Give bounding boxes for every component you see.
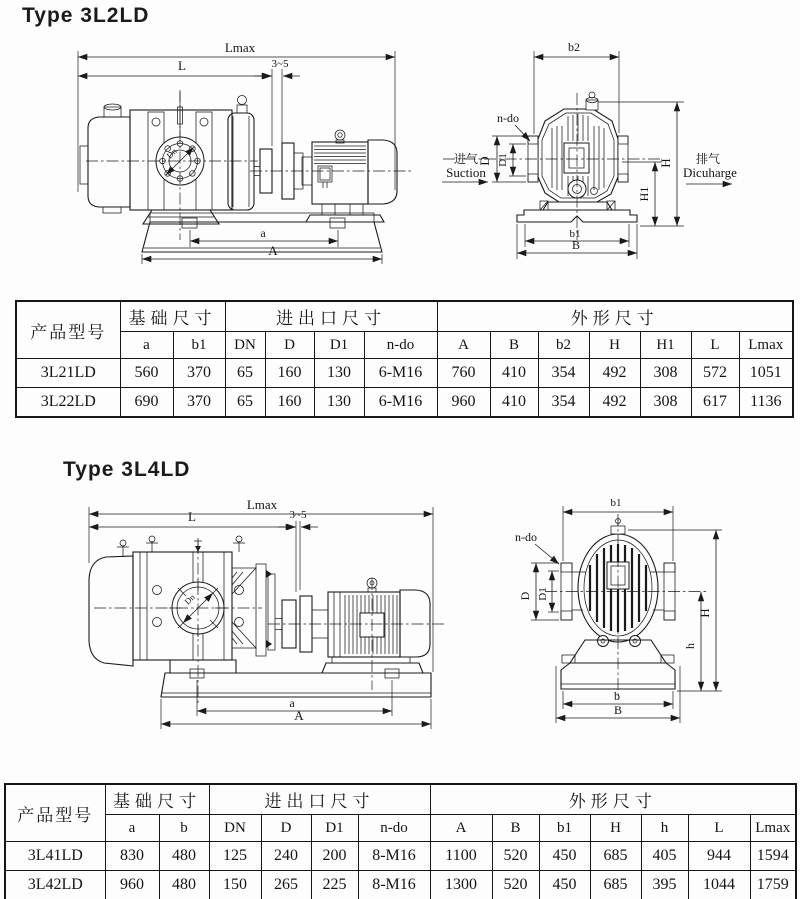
dim-label-a: a [289,696,295,710]
blower-front-view [442,40,737,259]
value-cell: 1044 [688,871,750,899]
dim-label-A: A [268,243,278,258]
value-cell: 405 [641,842,688,871]
blower-front-view [515,497,722,723]
value-cell: 8-M16 [358,842,430,871]
value-cell: 1594 [750,842,796,871]
value-cell: 308 [640,359,691,388]
value-cell: 617 [691,388,739,418]
spec-table-3l2ld [15,300,794,418]
value-cell: 1100 [430,842,492,871]
value-cell: 1759 [750,871,796,899]
subheader-cell: DN [209,815,261,842]
drawing-3l2ld [0,0,800,296]
subheader-cell: h [641,815,688,842]
section-title-3l4ld: Type 3L4LD [63,458,191,481]
blower-side-view [78,40,414,264]
subheader-cell: n-do [364,332,437,359]
gear-cover [80,104,130,213]
value-cell: 685 [590,871,641,899]
value-cell: 370 [173,359,225,388]
gear-cover [89,540,133,666]
value-cell: 6-M16 [364,388,437,418]
subheader-cell: B [492,815,539,842]
value-cell: 520 [492,842,539,871]
value-cell: 308 [640,388,691,418]
inlet-label-en: Suction [446,165,486,180]
subheader-cell: b [159,815,209,842]
dim-label-gap: 3~5 [271,58,289,70]
value-cell: 760 [437,359,490,388]
drawing-3l4ld [0,440,800,780]
subheader-cell: D1 [311,815,358,842]
header-group: 基础尺寸 [120,301,225,332]
dim-label-b1-top: b1 [610,497,622,509]
value-cell: 450 [539,871,590,899]
value-cell: 690 [120,388,173,418]
section-title-3l2ld: Type 3L2LD [22,4,150,27]
model-cell: 3L41LD [5,842,105,871]
header-group: 基础尺寸 [105,784,209,815]
value-cell: 960 [105,871,159,899]
casing [538,92,618,202]
model-cell: 3L22LD [16,388,120,418]
dim-label-D: D [477,156,492,166]
subheader-cell: b2 [538,332,589,359]
subheader-cell: D1 [314,332,364,359]
value-cell: 160 [265,388,314,418]
value-cell: 410 [490,388,538,418]
outlet-label-cn: 排气 [695,152,721,166]
value-cell: 65 [225,388,265,418]
subheader-cell: a [105,815,159,842]
dim-label-H: H [658,158,673,168]
value-cell: 354 [538,388,589,418]
value-cell: 480 [159,842,209,871]
value-cell: 480 [159,871,209,899]
dim-label-ndo: n-do [497,111,519,125]
support-bracket [232,564,275,656]
outlet-label-en: Dicuharge [683,165,737,180]
subheader-cell: H1 [640,332,691,359]
value-cell: 560 [120,359,173,388]
value-cell: 265 [261,871,311,899]
table-row [16,388,793,418]
value-cell: 1136 [739,388,793,418]
dim-label-gap: 3~5 [289,509,307,521]
subheader-cell: L [691,332,739,359]
value-cell: 150 [209,871,261,899]
table-row [16,359,793,388]
dim-label-h: h [683,643,697,649]
dim-label-l: L [188,509,196,524]
dim-label-b: b [614,689,620,703]
blower-side-view [89,497,444,729]
value-cell: 125 [209,842,261,871]
table-row [5,871,796,899]
header-product: 产品型号 [5,784,105,842]
value-cell: 130 [314,359,364,388]
value-cell: 130 [314,388,364,418]
dim-label-B: B [571,238,581,252]
dim-label-b2: b2 [568,40,580,54]
header-product: 产品型号 [16,301,120,359]
value-cell: 8-M16 [358,871,430,899]
dim-label-H: H [697,608,712,618]
table-row [5,842,796,871]
dim-label-dn: Dn [182,591,197,607]
subheader-cell: H [589,332,640,359]
value-cell: 830 [105,842,159,871]
value-cell: 410 [490,359,538,388]
dim-label-dn: Dn [164,145,179,161]
value-cell: 200 [311,842,358,871]
value-cell: 65 [225,359,265,388]
motor [322,578,430,673]
header-group: 外形尺寸 [437,301,793,332]
value-cell: 240 [261,842,311,871]
value-cell: 960 [437,388,490,418]
value-cell: 450 [539,842,590,871]
value-cell: 1300 [430,871,492,899]
subheader-cell: DN [225,332,265,359]
value-cell: 160 [265,359,314,388]
subheader-cell: A [437,332,490,359]
subheader-cell: D [261,815,311,842]
model-cell: 3L21LD [16,359,120,388]
value-cell: 685 [590,842,641,871]
value-cell: 492 [589,388,640,418]
dim-label-lmax: Lmax [224,40,256,55]
motor [306,130,397,222]
subheader-cell: A [430,815,492,842]
subheader-cell: H [590,815,641,842]
value-cell: 225 [311,871,358,899]
header-group: 进出口尺寸 [225,301,437,332]
value-cell: 944 [688,842,750,871]
subheader-cell: Lmax [739,332,793,359]
value-cell: 492 [589,359,640,388]
value-cell: 572 [691,359,739,388]
dim-label-D: D [518,591,532,601]
value-cell: 1051 [739,359,793,388]
dim-label-lmax: Lmax [246,497,278,512]
dim-label-A: A [294,708,304,723]
model-cell: 3L42LD [5,871,105,899]
base-plate [161,669,431,697]
subheader-cell: b1 [539,815,590,842]
dim-label-H1: H1 [637,186,651,202]
subheader-cell: n-do [358,815,430,842]
value-cell: 370 [173,388,225,418]
dim-label-l: L [178,58,186,73]
subheader-cell: Lmax [750,815,796,842]
dim-label-D1: D1 [537,587,549,601]
value-cell: 520 [492,871,539,899]
pump-pedestal [170,660,236,673]
dim-label-ndo: n-do [515,530,537,544]
dim-label-b1: b1 [569,228,581,240]
header-group: 外形尺寸 [430,784,796,815]
coupling [254,143,312,199]
subheader-cell: D [265,332,314,359]
header-group: 进出口尺寸 [209,784,430,815]
subheader-cell: B [490,332,538,359]
dim-label-D1: D1 [497,153,509,167]
spec-table-3l4ld [4,783,797,899]
subheader-cell: b1 [173,332,225,359]
subheader-cell: L [688,815,750,842]
value-cell: 6-M16 [364,359,437,388]
value-cell: 354 [538,359,589,388]
value-cell: 395 [641,871,688,899]
dim-label-B: B [613,703,623,717]
inlet-label-cn: 进气 [453,152,479,166]
subheader-cell: a [120,332,173,359]
dim-label-a: a [260,226,266,240]
